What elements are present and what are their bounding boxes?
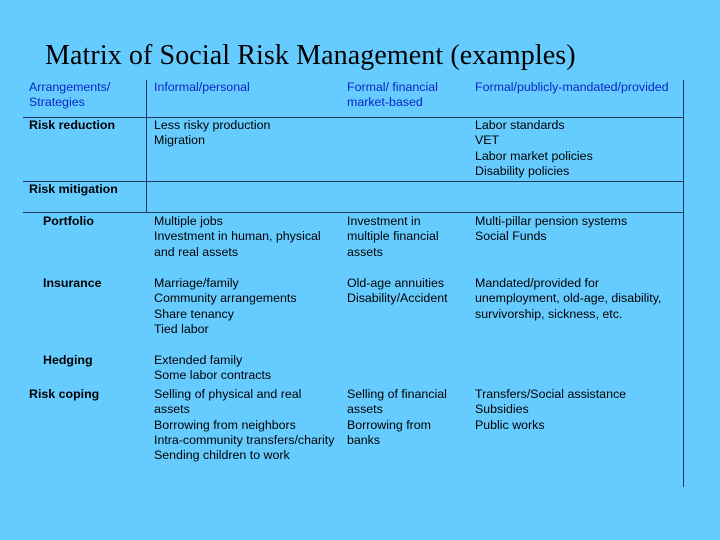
cell-insurance-public: Mandated/provided for unemployment, old-age, disability, survivorship, sickness, etc. [475, 276, 662, 321]
row-label-portfolio: Portfolio [43, 214, 94, 228]
cell-risk-reduction-informal: Less risky production Migration [154, 118, 271, 148]
risk-reduction-divider [23, 181, 684, 182]
cell-insurance-informal: Marriage/family Community arrangements Share tenancy Tied labor [154, 276, 297, 336]
row-label-risk-coping: Risk coping [29, 387, 100, 401]
row-label-risk-mitigation: Risk mitigation [29, 182, 118, 196]
slide-title: Matrix of Social Risk Management (examples) [45, 40, 576, 71]
cell-hedging-informal: Extended family Some labor contracts [154, 353, 272, 383]
cell-portfolio-market: Investment in multiple financial assets [347, 214, 439, 259]
cell-insurance-market: Old-age annuities Disability/Accident [347, 276, 448, 306]
header-market-based: Formal/ financial market-based [347, 80, 438, 110]
cell-risk-reduction-public: Labor standards VET Labor market policies Disability policies [475, 118, 593, 178]
column-divider-right [683, 80, 684, 487]
cell-risk-coping-public: Transfers/Social assistance Subsidies Public works [475, 387, 627, 432]
header-arrangements: Arrangements/ Strategies [29, 80, 111, 110]
header-informal: Informal/personal [154, 80, 250, 94]
cell-risk-coping-market: Selling of financial assets Borrowing from banks [347, 387, 447, 447]
row-label-hedging: Hedging [43, 353, 93, 367]
cell-portfolio-public: Multi-pillar pension systems Social Funds [475, 214, 628, 244]
header-public: Formal/publicly-mandated/provided [475, 80, 669, 94]
cell-portfolio-informal: Multiple jobs Investment in human, physical and real assets [154, 214, 321, 259]
row-label-insurance: Insurance [43, 276, 102, 290]
column-divider-1 [146, 80, 147, 213]
risk-mitigation-divider [23, 212, 684, 213]
cell-risk-coping-informal: Selling of physical and real assets Borrowing from neighbors Intra-community transfers/charity Sending children to work [154, 387, 335, 463]
row-label-risk-reduction: Risk reduction [29, 118, 116, 132]
